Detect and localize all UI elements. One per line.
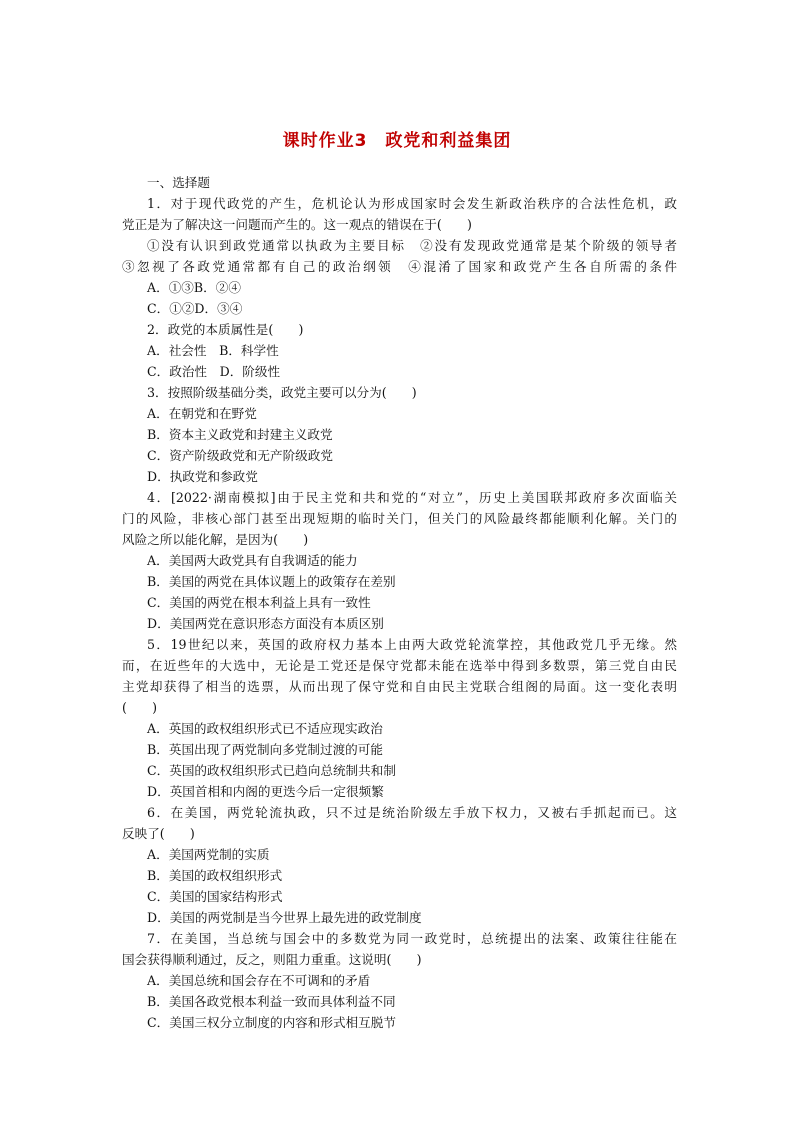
question-4-option-c: C．美国的两党在根本利益上具有一致性 — [147, 595, 371, 610]
question-6-line-2: 反映了( ) — [122, 826, 195, 841]
question-6-option-d: D．美国的两党制是当今世界上最先进的政党制度 — [147, 910, 422, 925]
question-6-option-a: A．美国两党制的实质 — [147, 847, 270, 862]
question-5-option-d: D．英国首相和内阁的更迭今后一定很频繁 — [147, 784, 384, 799]
question-5-option-c: C．英国的政权组织形式已趋向总统制共和制 — [147, 763, 396, 778]
question-4-option-d: D．美国两党在意识形态方面没有本质区别 — [147, 616, 384, 631]
question-1-options-cd: C．①②D．③④ — [147, 301, 243, 316]
question-6-option-b: B．美国的政权组织形式 — [147, 868, 283, 883]
question-7-option-c: C．美国三权分立制度的内容和形式相互脱节 — [147, 1015, 396, 1030]
question-2-stem: 2．政党的本质属性是( ) — [147, 322, 304, 337]
question-5-line-1: 5．19世纪以来，英国的政府权力基本上由两大政党轮流掌控，其他政党几乎无缘。然 — [147, 637, 677, 652]
question-7-option-b: B．美国各政党根本利益一致而具体利益不同 — [147, 994, 396, 1009]
question-4-line-1: 4．[2022·湖南模拟]由于民主党和共和党的“对立”，历史上美国联邦政府多次面临关 — [147, 490, 677, 505]
question-1-options-ab: A．①③B．②④ — [147, 280, 241, 295]
question-3-option-b: B．资本主义政党和封建主义政党 — [147, 427, 333, 442]
question-3-option-c: C．资产阶级政党和无产阶级政党 — [147, 448, 333, 463]
question-4-line-3: 风险之所以能化解，是因为( ) — [122, 532, 309, 547]
question-3-stem: 3．按照阶级基础分类，政党主要可以分为( ) — [147, 385, 417, 400]
page-title: 课时作业3 政党和利益集团 — [282, 131, 512, 151]
question-5-line-2: 而，在近些年的大选中，无论是工党还是保守党都未能在选举中得到多数票，第三党自由民 — [122, 658, 677, 673]
question-6-option-c: C．美国的国家结构形式 — [147, 889, 283, 904]
question-4-option-b: B．美国的两党在具体议题上的政策存在差别 — [147, 574, 396, 589]
question-list — [122, 172, 677, 1033]
question-5-option-b: B．英国出现了两党制向多党制过渡的可能 — [147, 742, 383, 757]
question-6-line-1: 6．在美国，两党轮流执政，只不过是统治阶级左手放下权力，又被右手抓起而已。这 — [147, 805, 677, 820]
question-1-statement-2: ③忽视了各政党通常都有自己的政治纲领 ④混淆了国家和政党产生各自所需的条件 — [122, 259, 677, 274]
section-heading: 一、选择题 — [147, 175, 210, 190]
question-7-line-2: 国会获得顺利通过，反之，则阻力重重。这说明( ) — [122, 952, 422, 967]
question-1-line-2: 党正是为了解决这一问题而产生的。这一观点的错误在于( ) — [122, 217, 472, 232]
question-2-options-cd: C．政治性 D．阶级性 — [147, 364, 281, 379]
question-2-options-ab: A．社会性 B．科学性 — [147, 343, 279, 358]
question-4-option-a: A．美国两大政党具有自我调适的能力 — [147, 553, 358, 568]
question-7-option-a: A．美国总统和国会存在不可调和的矛盾 — [147, 973, 371, 988]
question-1-line-1: 1．对于现代政党的产生，危机论认为形成国家时会发生新政治秩序的合法性危机，政 — [147, 196, 677, 211]
question-5-line-4: ( ) — [122, 700, 158, 715]
question-3-option-d: D．执政党和参政党 — [147, 469, 258, 484]
question-1-statement-1: ①没有认识到政党通常以执政为主要目标 ②没有发现政党通常是某个阶级的领导者 — [147, 238, 677, 253]
question-5-option-a: A．英国的政权组织形式已不适应现实政治 — [147, 721, 383, 736]
question-3-option-a: A．在朝党和在野党 — [147, 406, 257, 421]
question-7-line-1: 7．在美国，当总统与国会中的多数党为同一政党时，总统提出的法案、政策往往能在 — [147, 931, 677, 946]
question-4-line-2: 门的风险，非核心部门甚至出现短期的临时关门，但关门的风险最终都能顺利化解。关门的 — [122, 511, 677, 526]
question-5-line-3: 主党却获得了相当的选票，从而出现了保守党和自由民主党联合组阁的局面。这一变化表明 — [122, 679, 677, 694]
